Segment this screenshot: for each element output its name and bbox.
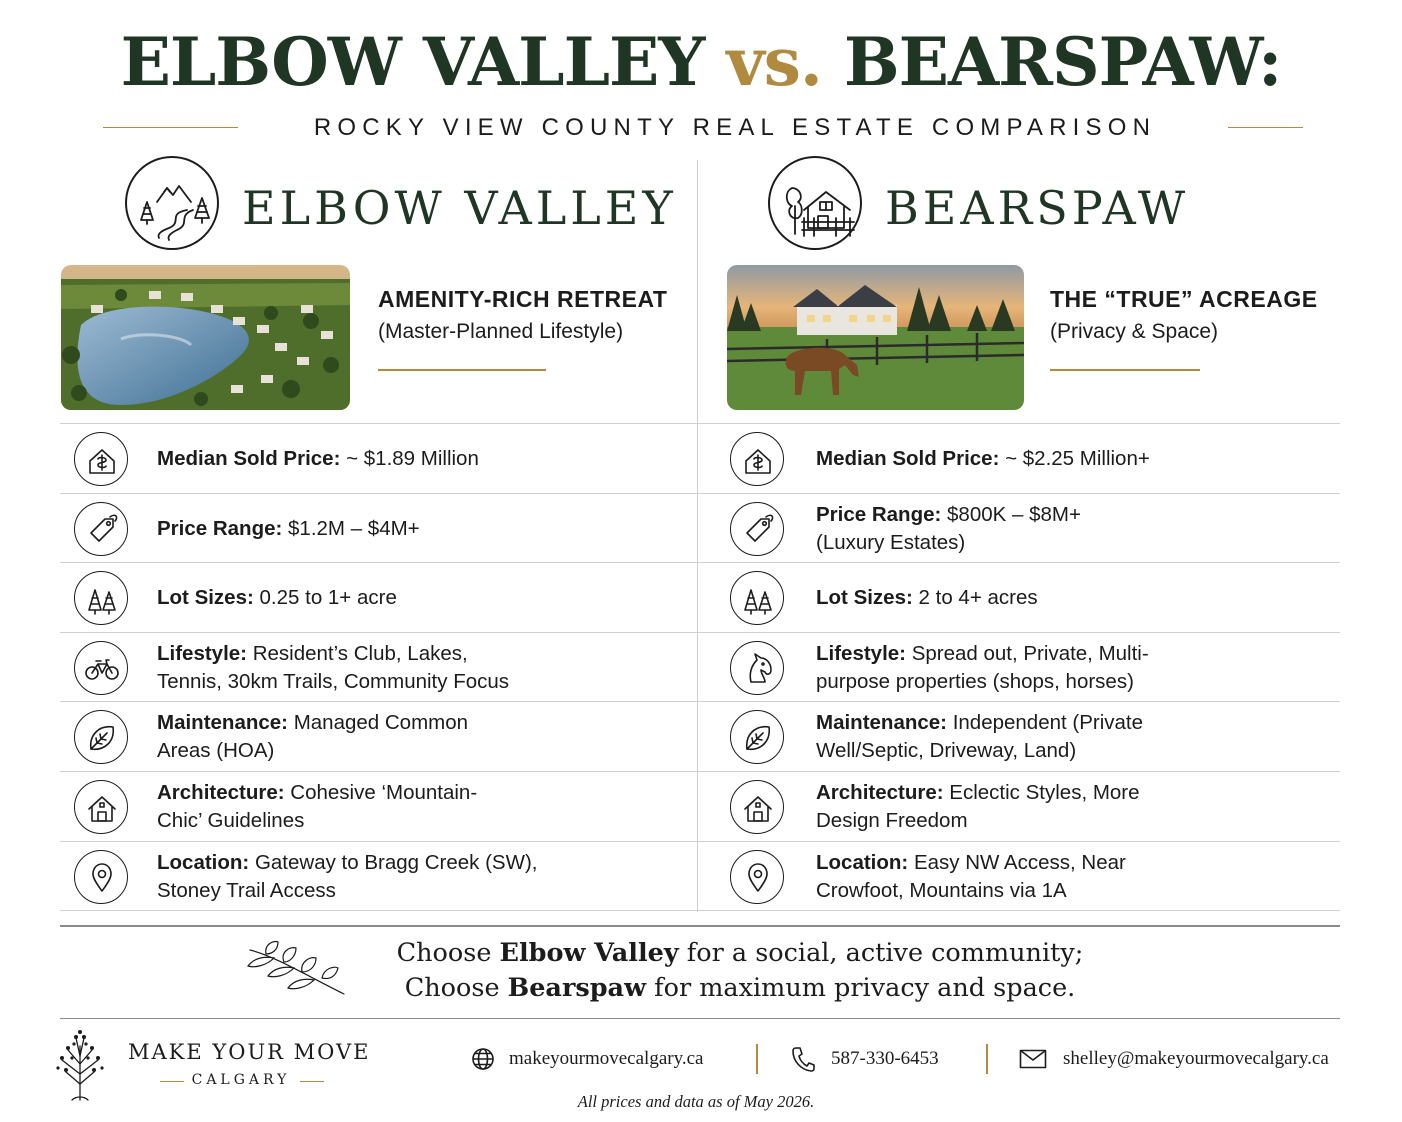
summary-top-rule [60,925,1340,927]
row-line [157,807,477,835]
row-line [816,529,1081,557]
comparison-row [60,841,1340,911]
row-label: Location: [157,850,250,874]
row-value: Chic’ Guidelines [157,809,305,832]
row-line [816,737,1143,765]
row-line [157,445,479,473]
row-line [816,445,1150,473]
row-label: Median Sold Price: [157,447,341,470]
footnote: All prices and data as of May 2026. [577,1092,815,1111]
row-line [816,709,1143,737]
row-line [816,584,1038,612]
house-icon [74,780,128,834]
right-tagsub: (Privacy & Space) [1050,320,1219,343]
aerial-lake-community-photo [61,265,350,410]
row-label: Lifestyle: [816,641,906,665]
comparison-row [60,493,1340,563]
phone-link[interactable]: 587-330-6453 [831,1048,939,1069]
envelope-icon [1019,1049,1047,1069]
right-community-name: BEARSPAW [885,181,1190,235]
row-value: purpose properties (shops, horses) [816,669,1134,693]
phone-icon [791,1046,815,1072]
tree-logo-icon [50,1028,110,1102]
summary-quote [360,936,1120,1006]
row-value: Cohesive ‘Mountain- [284,781,478,804]
summary-line2-pre: Choose [404,973,508,1003]
title-right: BEARSPAW: [843,23,1282,101]
footer-rule [60,1018,1340,1019]
row-value: 0.25 to 1+ acre [253,586,397,610]
left-tagsub: (Master-Planned Lifestyle) [378,320,624,343]
row-line [157,779,477,807]
main-title [0,20,1402,104]
row-value: ~ $1.89 Million [340,447,479,470]
globe-icon [471,1047,495,1071]
contact-separator-2 [986,1044,988,1074]
comparison-row [60,701,1340,771]
left-row-text [157,424,479,494]
row-label: Lot Sizes: [816,586,913,610]
house-tree-fence-icon [768,156,862,250]
row-line [816,501,1081,529]
right-tagline: THE “TRUE” ACREAGE [1050,286,1318,312]
row-label: Architecture: [816,781,944,804]
summary-line2-bold: Bearspaw [507,973,647,1003]
row-label: Lot Sizes: [157,586,254,610]
row-line [157,849,537,877]
horse-head-icon [730,641,784,695]
row-value: Eclectic Styles, More [943,781,1140,804]
left-row-text [157,494,420,564]
row-label: Median Sold Price: [816,447,1000,470]
left-row-text [157,633,509,703]
row-value: Well/Septic, Driveway, Land) [816,739,1077,763]
comparison-row [60,562,1340,632]
row-label: Price Range: [816,502,942,526]
brand-sub-rule-right [300,1081,324,1082]
left-tag-rule [378,369,546,371]
row-value: Managed Common [288,711,469,735]
row-value: Stoney Trail Access [157,878,336,902]
row-label: Price Range: [157,516,283,540]
website-link[interactable]: makeyourmovecalgary.ca [509,1048,704,1069]
comparison-row [60,771,1340,841]
row-line [816,668,1149,696]
right-row-text [816,563,1038,633]
bicycle-icon [74,641,128,695]
row-line [157,668,509,696]
row-value: Tennis, 30km Trails, Community Focus [157,669,510,693]
brand-name: MAKE YOUR MOVE [128,1040,371,1064]
row-line [816,640,1149,668]
trees-icon [74,571,128,625]
comparison-row [60,423,1340,493]
subtitle-rule-left [103,127,238,128]
left-community-name: ELBOW VALLEY [242,181,677,235]
row-value: $800K – $8M+ [941,502,1081,526]
price-tag-icon [74,502,128,556]
row-line [157,709,468,737]
subtitle-rule-right [1228,127,1303,128]
row-value: $1.2M – $4M+ [282,516,420,540]
row-line [816,849,1126,877]
row-line [816,807,1140,835]
summary-line-1 [360,936,1120,971]
summary-line2-post: for maximum privacy and space. [646,973,1076,1003]
row-value: ~ $2.25 Million+ [999,447,1150,470]
row-value: Gateway to Bragg Creek (SW), [249,850,538,874]
left-row-text [157,702,468,772]
row-value: Easy NW Access, Near [908,850,1126,874]
summary-line1-pre: Choose [396,938,500,968]
left-row-text [157,563,397,633]
row-label: Location: [816,850,909,874]
row-line [157,584,397,612]
row-value: Crowfoot, Mountains via 1A [816,878,1067,902]
row-line [157,640,509,668]
row-line [816,877,1126,905]
row-value: Design Freedom [816,809,968,832]
house-dollar-icon [74,432,128,486]
leaf-icon [730,710,784,764]
row-line [816,779,1140,807]
right-row-text [816,424,1150,494]
mountains-trees-path-icon [125,156,219,250]
right-row-text [816,842,1126,912]
right-tag-rule [1050,369,1200,371]
row-value: Spread out, Private, Multi- [906,641,1149,665]
title-vs: vs. [726,23,822,101]
subtitle: ROCKY VIEW COUNTY REAL ESTATE COMPARISON [313,114,1157,141]
left-row-text [157,842,537,912]
olive-branch-icon [244,936,348,998]
summary-line1-post: for a social, active community; [678,938,1084,968]
house-icon [730,780,784,834]
row-line [157,515,420,543]
right-row-text [816,633,1149,703]
right-row-text [816,494,1081,564]
comparison-row [60,632,1340,702]
estate-horse-pasture-photo [727,265,1024,410]
row-value: Resident’s Club, Lakes, [247,641,468,665]
row-label: Maintenance: [157,711,288,735]
row-value: 2 to 4+ acres [912,586,1038,610]
row-label: Lifestyle: [157,641,247,665]
row-label: Maintenance: [816,711,947,735]
house-dollar-icon [730,432,784,486]
summary-line-2 [360,971,1120,1006]
contact-separator-1 [756,1044,758,1074]
right-row-text [816,702,1143,772]
row-line [157,737,468,765]
row-value: Independent (Private [947,711,1144,735]
row-line [157,877,537,905]
subtitle-row [0,112,1402,144]
left-tagline: AMENITY-RICH RETREAT [378,286,668,312]
location-pin-icon [730,850,784,904]
left-row-text [157,772,477,842]
row-label: Architecture: [157,781,285,804]
email-link[interactable]: shelley@makeyourmovecalgary.ca [1063,1048,1329,1069]
row-value: (Luxury Estates) [816,530,966,554]
location-pin-icon [74,850,128,904]
right-row-text [816,772,1140,842]
price-tag-icon [730,502,784,556]
brand-subname: CALGARY [191,1072,291,1088]
trees-icon [730,571,784,625]
row-value: Areas (HOA) [157,739,275,763]
leaf-icon [74,710,128,764]
title-left: ELBOW VALLEY [120,23,705,101]
summary-line1-bold: Elbow Valley [499,938,679,968]
